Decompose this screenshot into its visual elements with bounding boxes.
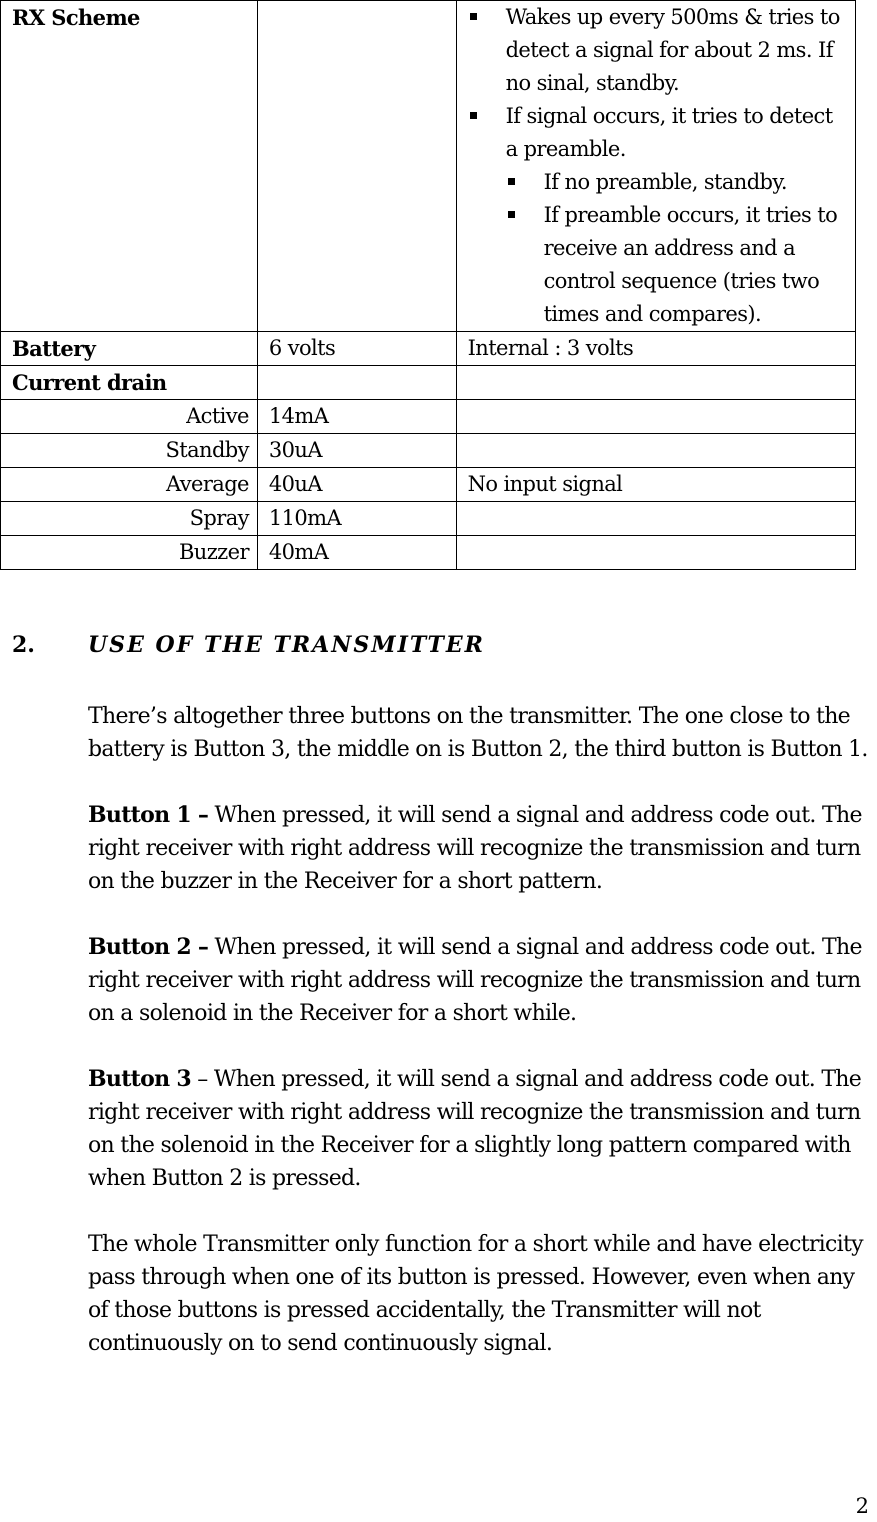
button-2-text: When pressed, it will send a signal and address code out. The right receiver with right address will recognize the transmission and turn on a solenoid in the Receiver for a short while.: [88, 935, 862, 1026]
square-bullet-icon: [470, 13, 477, 20]
row-value: 40uA: [257, 468, 456, 502]
row-note: No input signal: [456, 468, 855, 502]
button-1-text: When pressed, it will send a signal and address code out. The right receiver with right address will recognize the transmission and turn on the buzzer in the Receiver for a short pattern.: [88, 803, 862, 894]
intro-paragraph: There’s altogether three buttons on the transmitter. The one close to the battery is Button 3, the middle on is Button 2, the third button is Button 1.: [88, 704, 868, 762]
rx-scheme-value: [257, 1, 456, 332]
square-bullet-icon: [508, 178, 515, 185]
table-row: [1, 536, 856, 570]
rx-scheme-label: RX Scheme: [1, 1, 258, 332]
list-item: If preamble occurs, it tries to receive an address and a control sequence (tries two times and compares).: [506, 199, 849, 331]
rx-bullet-list: [468, 1, 849, 166]
button-3-paragraph: [88, 1063, 874, 1195]
rx-subbullet-list: [506, 166, 849, 331]
current-drain-label: Current drain: [1, 366, 258, 400]
body-text: [88, 700, 874, 1360]
list-item: If no preamble, standby.: [506, 166, 849, 199]
table-row: [1, 400, 856, 434]
row-label: Active: [1, 400, 258, 434]
battery-label: Battery: [1, 332, 258, 366]
current-drain-note: [456, 366, 855, 400]
row-value: 30uA: [257, 434, 456, 468]
current-drain-value: [257, 366, 456, 400]
row-note: [456, 502, 855, 536]
table-row: [1, 434, 856, 468]
button-3-label: Button 3: [88, 1066, 191, 1092]
row-value: 14mA: [257, 400, 456, 434]
row-note: [456, 536, 855, 570]
button-1-label: Button 1 –: [88, 802, 209, 828]
table-row: [1, 468, 856, 502]
closing-paragraph: The whole Transmitter only function for a short while and have electricity pass through when one of its button is pressed. However, even when any of those buttons is pressed accidentally, the Transmitter will not continuously on to send continuously signal.: [88, 1232, 863, 1356]
button-1-paragraph: [88, 799, 874, 898]
row-value: 40mA: [257, 536, 456, 570]
row-note: [456, 434, 855, 468]
row-label: Spray: [1, 502, 258, 536]
list-item: Wakes up every 500ms & tries to detect a signal for about 2 ms. If no sinal, standby.: [468, 1, 849, 100]
row-label: Standby: [1, 434, 258, 468]
section-number: 2.: [12, 632, 35, 658]
table-row: [1, 502, 856, 536]
row-label: Average: [1, 468, 258, 502]
button-2-label: Button 2 –: [88, 934, 209, 960]
row-value: 110mA: [257, 502, 456, 536]
spec-table: [0, 0, 856, 570]
square-bullet-icon: [470, 112, 477, 119]
row-label: Buzzer: [1, 536, 258, 570]
battery-row: [1, 332, 856, 366]
square-bullet-icon: [508, 211, 515, 218]
rx-scheme-description: [456, 1, 855, 332]
battery-value: 6 volts: [257, 332, 456, 366]
section-title: USE OF THE TRANSMITTER: [88, 632, 485, 658]
battery-note: Internal : 3 volts: [456, 332, 855, 366]
current-drain-row: [1, 366, 856, 400]
page-number: 2: [855, 1494, 869, 1518]
button-3-text: – When pressed, it will send a signal and address code out. The right receiver with right address will recognize the transmission and turn on the solenoid in the Receiver for a slightly long pattern compared with when Button 2 is pressed.: [88, 1067, 862, 1191]
button-2-paragraph: [88, 931, 874, 1030]
section-heading: [12, 632, 485, 658]
rx-scheme-row: [1, 1, 856, 332]
list-item: If signal occurs, it tries to detect a preamble.: [468, 100, 849, 166]
row-note: [456, 400, 855, 434]
